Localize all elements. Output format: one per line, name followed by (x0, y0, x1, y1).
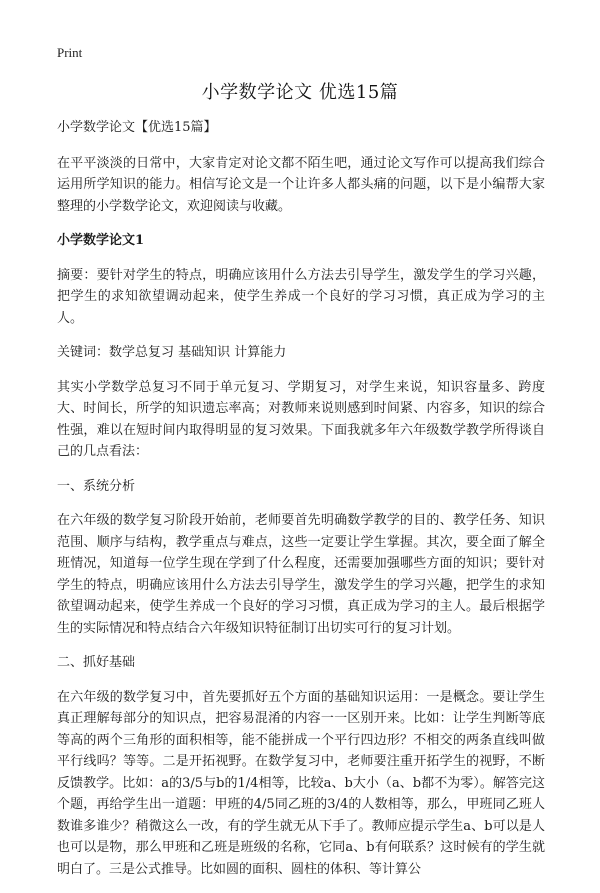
document-title: 小学数学论文 优选15篇 (201, 82, 399, 103)
heading-system-analysis: 一、系统分析 (57, 478, 136, 494)
document-subtitle: 小学数学论文【优选15篇】 (57, 120, 217, 135)
body-paragraph-3: 在六年级的数学复习中，首先要抓好五个方面的基础知识运用：一是概念。要让学生真正理解每部分的知识点，把容易混淆的内容一一区别开来。比如：让学生判断等底等高的两个三角形的面积相等，能不能拼成一个平行四边形？不相交的两条直线叫做平行线吗？等等。二是开拓视野。在数学复习中，老师要注重开拓学生的视野，不断反馈教学。比如：a的3/5与b的1/4相等，比较a、b大小（a、b都不为零）。解答完这个题，再给学生出一道题：甲班的4/5同乙班的3/4的人数相等，那么，甲班同乙班人数谁多谁少？稍微这么一改，有的学生就无从下手了。教师应提示学生a、b可以是人也可以是物，那么甲班和乙班是班级的名称，它同a、b有何联系？这时候有的学生就明白了。三是公式推导。比如圆的面积、圆柱的体积、等计算公 (57, 689, 545, 877)
body-paragraph-1: 其实小学数学总复习不同于单元复习、学期复习，对学生来说，知识容量多、跨度大、时间长，所学的知识遗忘率高；对教师来说则感到时间紧、内容多，知识的综合性强，难以在短时间内取得明显的复习效果。下面我就多年六年级数学教学所得谈自己的几点看法： (57, 379, 545, 459)
abstract-paragraph: 摘要：要针对学生的特点，明确应该用什么方法去引导学生，激发学生的学习兴趣，把学生的求知欲望调动起来，使学生养成一个良好的学习习惯，真正成为学习的主人。 (57, 267, 545, 326)
section-title: 小学数学论文1 (57, 233, 145, 248)
heading-basics: 二、抓好基础 (57, 655, 136, 670)
intro-paragraph: 在平平淡淡的日常中，大家肯定对论文都不陌生吧，通过论文写作可以提高我们综合运用所学知识的能力。相信写论文是一个让许多人都头痛的问题，以下是小编帮大家整理的小学数学论文，欢迎阅读与收藏。 (57, 155, 545, 214)
print-label[interactable]: Print (57, 45, 83, 60)
document-body (57, 117, 545, 893)
keywords-paragraph: 关键词：数学总复习 基础知识 计算能力 (57, 345, 287, 360)
body-paragraph-2: 在六年级的数学复习阶段开始前，老师要首先明确数学教学的目的、教学任务、知识范围、顺序与结构，教学重点与难点，这些一定要让学生掌握。其次，要全面了解全班情况，知道每一位学生现在学到了什么程度，还需要加强哪些方面的知识；要针对学生的特点，明确应该用什么方法去引导学生，激发学生的学习兴趣，把学生的求知欲望调动起来，使学生养成一个良好的学习习惯，真正成为学习的主人。最后根据学生的实际情况和特点结合六年级知识特征制订出切实可行的复习计划。 (57, 513, 545, 636)
